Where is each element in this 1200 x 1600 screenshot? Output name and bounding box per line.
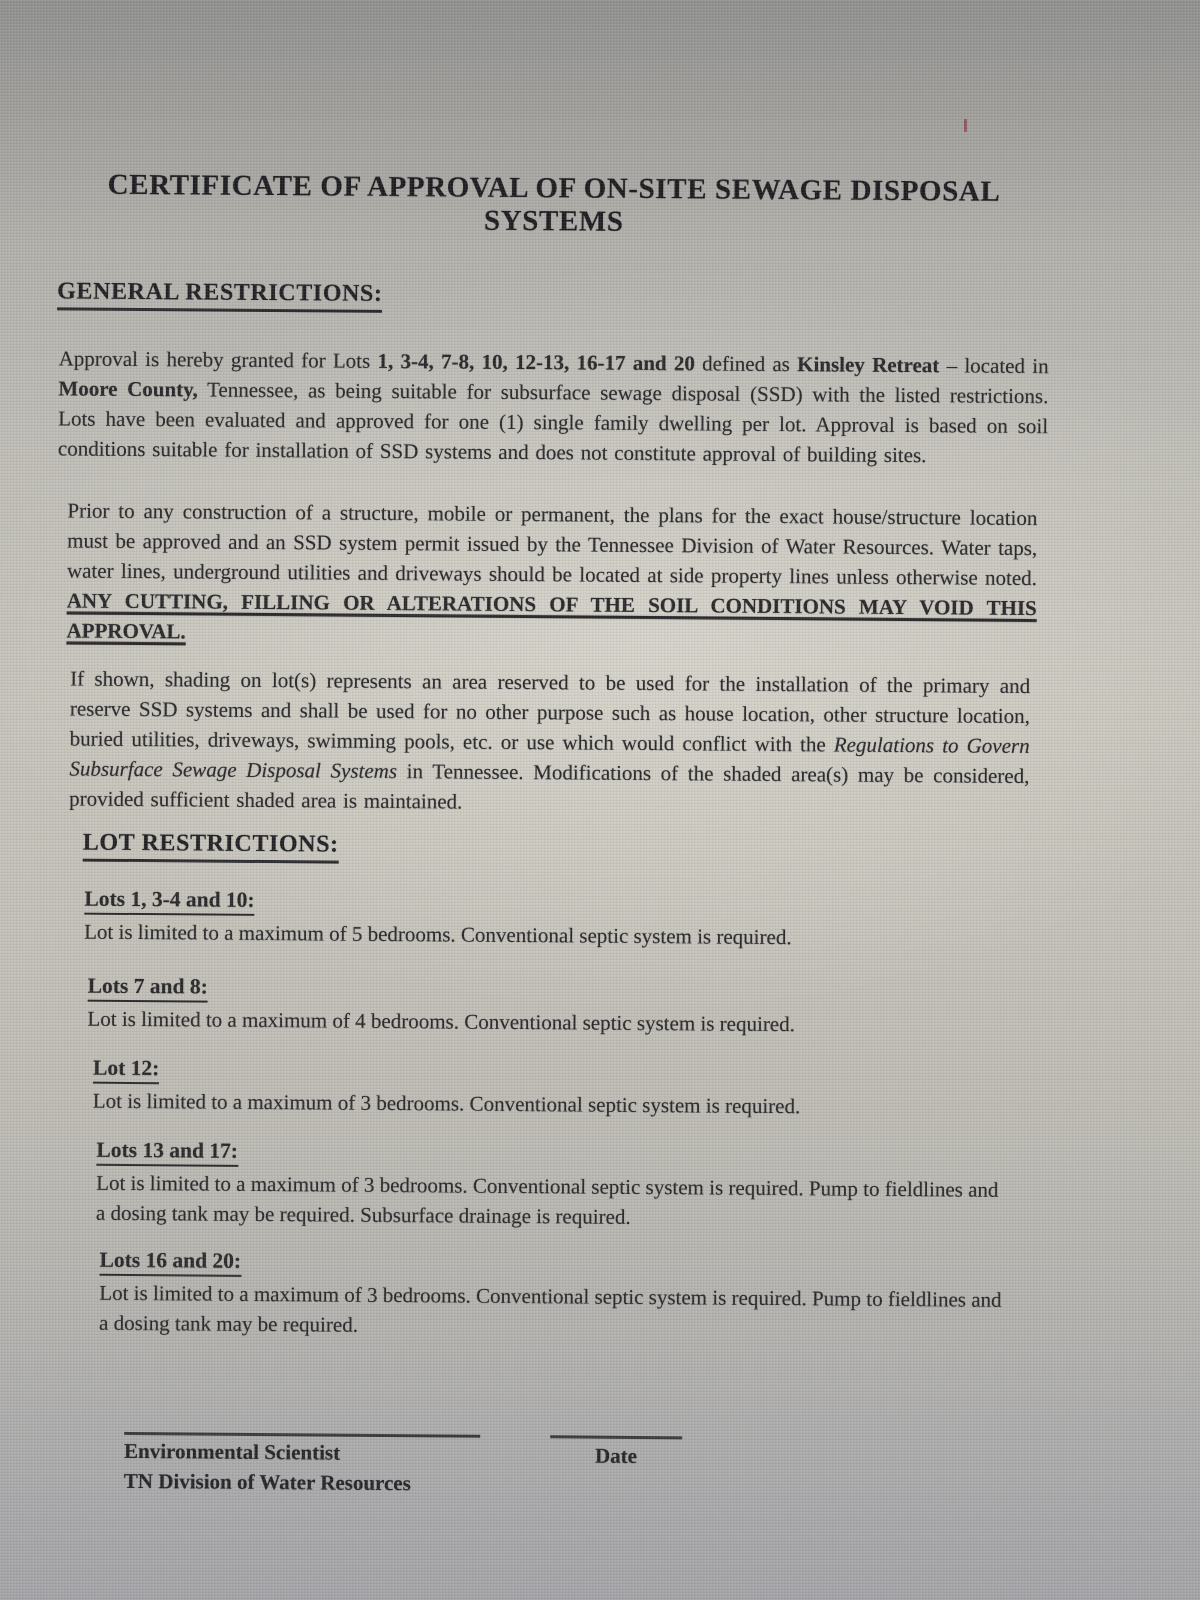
signer-signature-area bbox=[124, 1432, 480, 1498]
lot-restrictions-heading-text: LOT RESTRICTIONS: bbox=[83, 830, 339, 864]
lot-restriction-item bbox=[96, 1136, 1043, 1235]
shading-paragraph: If shown, shading on lot(s) represents an area reserved to be used for the installation of the primary and reserve SSD systems and shall be used for no other purpose such as house location, other structure location, buried utilities, driveways, swimming pools, etc. or use which would conflict with the Regulations to Govern Subsurface Sewage Disposal Systems in Tennessee. Modifications of the shaded area(s) may be considered, provided sufficient shaded area is maintained. bbox=[69, 666, 1031, 814]
approval-paragraph-text: Approval is hereby granted for Lots bbox=[58, 346, 378, 373]
lot-item-heading: Lot 12: bbox=[93, 1054, 1043, 1089]
lot-item-text: Lot is limited to a maximum of 4 bedrooms. Conventional septic system is required. bbox=[87, 1006, 796, 1037]
lot-restriction-item bbox=[99, 1246, 1042, 1345]
document-title: CERTIFICATE OF APPROVAL OF ON-SITE SEWAGE DISPOSAL SYSTEMS bbox=[107, 168, 1001, 238]
lot-item-text: Lot is limited to a maximum of 3 bedrooms. Conventional septic system is required. Pump to fieldlines and a dosing tank may be required. bbox=[98, 1280, 1002, 1337]
lot-restriction-item bbox=[87, 972, 1043, 1042]
signature-block bbox=[124, 1432, 1040, 1502]
construction-paragraph-text: Prior to any construction of a structure, mobile or permanent, the plans for the exact house/structure location must be approved and an SSD system permit issued by the Tennessee Division of Water Resources. Water taps, water lines, underground utilities and driveways should be located at side property lines unless otherwise noted. bbox=[66, 498, 1038, 591]
lot-item-heading: Lots 7 and 8: bbox=[88, 972, 1044, 1008]
date-label: Date bbox=[594, 1443, 638, 1468]
lot-item-text: Lot is limited to a maximum of 3 bedrooms. Conventional septic system is required. bbox=[92, 1088, 801, 1119]
lot-restrictions-heading bbox=[83, 830, 1045, 865]
lot-restriction-item bbox=[84, 885, 1044, 955]
signer-role-label: Environmental Scientist bbox=[123, 1438, 341, 1465]
lot-item-heading: Lots 1, 3-4 and 10: bbox=[84, 885, 1044, 921]
general-restrictions-heading-text: GENERAL RESTRICTIONS: bbox=[57, 278, 383, 313]
lot-item-heading: Lots 13 and 17: bbox=[96, 1136, 1042, 1171]
soil-alteration-warning: ANY CUTTING, FILLING OR ALTERATIONS OF THE SOIL CONDITIONS MAY VOID THIS APPROVAL. bbox=[66, 588, 1037, 644]
photo-artifact-red-tick bbox=[964, 119, 967, 132]
construction-paragraph bbox=[66, 495, 1037, 653]
shading-paragraph-text: If shown, shading on lot(s) represents an area reserved to be used for the installation of the primary and reserve SSD systems and shall be used for no other purpose such as house location, other structure location, buried utilities, driveways, swimming pools, etc. or use which would conflict with the bbox=[69, 666, 1031, 757]
approved-lots-list: 1, 3-4, 7-8, 10, 12-13, 16-17 and 20 bbox=[377, 348, 696, 376]
lot-item-heading: Lots 16 and 20: bbox=[99, 1246, 1041, 1281]
approval-paragraph: Approval is hereby granted for Lots 1, 3-4, 7-8, 10, 12-13, 16-17 and 20 defined as Kinsley Retreat – located in Moore County, Tennessee, as being suitable for subsurface sewage disposal (SSD) with the listed restrictions. Lots have been evaluated and approved for one (1) single family dwelling per lot. Approval is based on soil conditions suitable for installation of SSD systems and does not constitute approval of building sites. bbox=[57, 346, 1049, 468]
regulations-title: Regulations to Govern Subsurface Sewage Disposal Systems bbox=[69, 732, 1030, 784]
date-line bbox=[550, 1435, 682, 1439]
lot-item-text: Lot is limited to a maximum of 5 bedrooms. Conventional septic system is required. bbox=[84, 919, 792, 950]
lot-item-text: Lot is limited to a maximum of 3 bedrooms. Conventional septic system is required. Pump to fieldlines and a dosing tank may be required. Subsurface drainage is required. bbox=[95, 1170, 999, 1229]
signer-agency-label: TN Division of Water Resources bbox=[123, 1468, 411, 1496]
date-area bbox=[550, 1435, 682, 1499]
lot-restriction-item bbox=[93, 1054, 1043, 1123]
general-restrictions-heading bbox=[57, 278, 1049, 313]
signature-line bbox=[124, 1432, 480, 1438]
county-name: Moore County, bbox=[58, 376, 198, 402]
subdivision-name: Kinsley Retreat bbox=[797, 352, 940, 378]
